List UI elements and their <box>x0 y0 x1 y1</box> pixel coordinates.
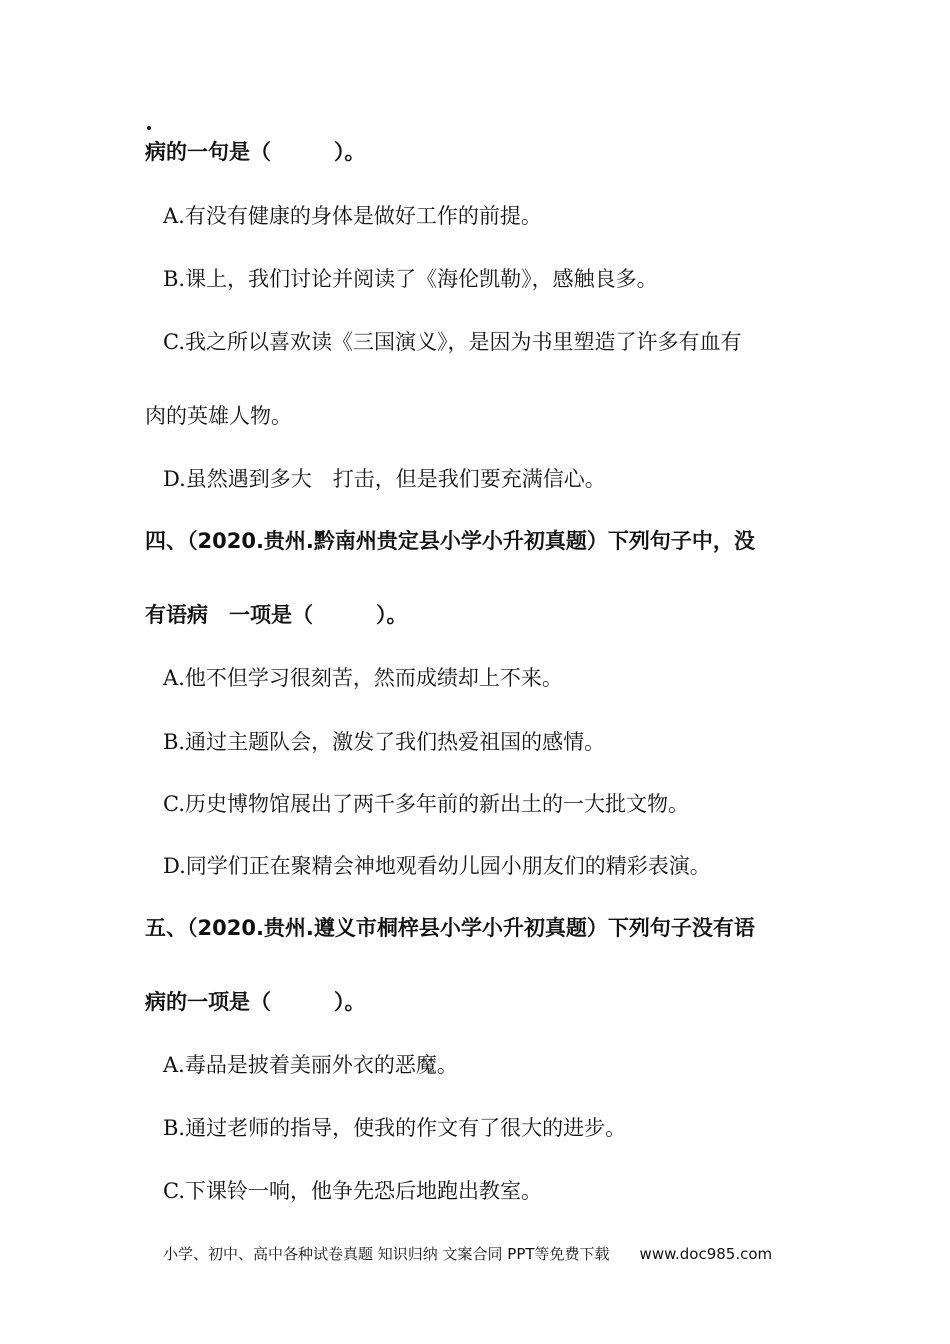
q5-option-c: C.下课铃一响，他争先恐后地跑出教室。 <box>163 1179 542 1203</box>
q3-option-a: A.有没有健康的身体是做好工作的前提。 <box>163 204 542 228</box>
q3-option-b: B.课上，我们讨论并阅读了《海伦凯勒》，感触良多。 <box>163 267 658 291</box>
q4-option-a: A.他不但学习很刻苦，然而成绩却上不来。 <box>163 666 563 690</box>
q3-option-d: D.虽然遇到多大 打击，但是我们要充满信心。 <box>163 467 606 491</box>
q4-stem-line1: 四、（2020.贵州.黔南州贵定县小学小升初真题）下列句子中，没 <box>145 529 755 553</box>
q5-option-a: A.毒品是披着美丽外衣的恶魔。 <box>163 1053 458 1077</box>
q3-stem: 病的一句是（ ）。 <box>145 140 366 164</box>
q3-option-c: C.我之所以喜欢读《三国演义》，是因为书里塑造了许多有血有 <box>163 330 742 354</box>
page-footer: 小学、初中、高中各种试卷真题 知识归纳 文案合同 PPT等免费下载 www.doc985.com <box>163 1245 773 1263</box>
q5-stem-line1: 五、（2020.贵州.遵义市桐梓县小学小升初真题）下列句子没有语 <box>145 916 755 940</box>
q5-option-b: B.通过老师的指导，使我的作文有了很大的进步。 <box>163 1116 627 1140</box>
q4-stem-line2: 有语病 一项是（ ）。 <box>145 603 408 627</box>
q4-option-b: B.通过主题队会，激发了我们热爱祖国的感情。 <box>163 730 606 754</box>
q3-option-c-continuation: 肉的英雄人物。 <box>145 404 292 428</box>
dot-mark <box>147 126 151 130</box>
q4-option-d: D.同学们正在聚精会神地观看幼儿园小朋友们的精彩表演。 <box>163 854 711 878</box>
q5-stem-line2: 病的一项是（ ）。 <box>145 990 366 1014</box>
q4-option-c: C.历史博物馆展出了两千多年前的新出土的一大批文物。 <box>163 792 689 816</box>
